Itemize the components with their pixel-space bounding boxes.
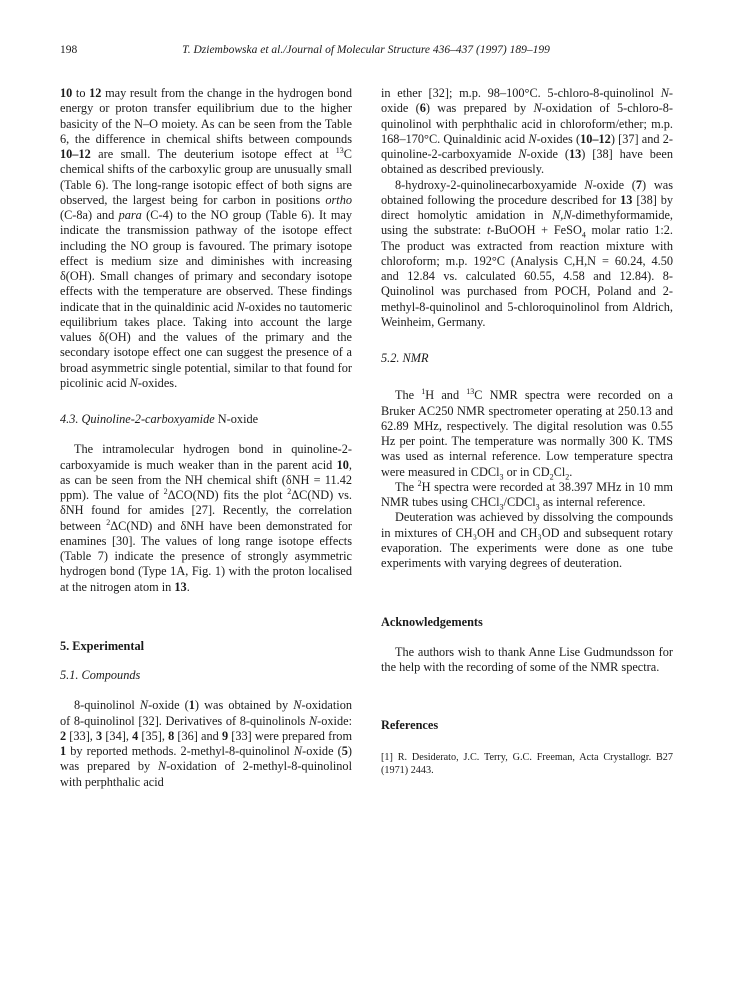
italic-run: N	[308, 713, 318, 728]
reference-1: [1] R. Desiderato, J.C. Terry, G.C. Freeman, Acta Crystallogr. B27 (1971) 2443.	[381, 752, 673, 777]
paragraph-right-4	[381, 480, 673, 511]
text-run: ΔC(ND) and δNH have been demonstrated for enamines [30]. The values of long range isotope effects (Table 7) indicate the presence of strongly asymmetric hydrogen bond (Type 1A, Fig. 1) with the proton localised at the nitrogen atom in	[60, 518, 352, 594]
text-run: molar ratio 1:2. The product was extracted from reaction mixture with chloroform; m.p. 192°C (Analysis C,H,N = 60.24, 4.50 and 12.84 vs. calculated 60.55, 4.58 and 12.84). 8-Quinolinol was purchased from POCH, Poland and 2-methyl-8-quinolinol and 5-chloroquinolinol from Aldrich, Weinheim, Germany.	[381, 223, 673, 329]
compound-ref: 9	[221, 728, 229, 743]
text-run: by reported methods. 2-methyl-8-quinolinol	[66, 744, 294, 758]
compound-ref: 1	[188, 698, 195, 713]
text-run: -oxide (	[526, 147, 569, 161]
compound-ref: 10–12	[60, 147, 91, 161]
text-run: C chemical shifts of the carboxylic group are unusually small (Table 6). The long-range isotopic effect of both signs are observed, the largest being for carbon in positions	[60, 147, 352, 207]
italic-run: N,N	[552, 208, 572, 222]
italic-run: ortho	[325, 192, 352, 207]
text-run: -oxidation of 8-quinolinol [32]. Derivatives of 8-quinolinols	[60, 698, 353, 728]
paragraph-right-3	[381, 388, 673, 480]
text-run: [36] and	[174, 728, 222, 743]
italic-run: N	[533, 101, 542, 116]
text-run: ΔC(ND) vs. δNH found for amides [27]. Recently, the correlation between	[60, 488, 352, 533]
italic-run: N	[528, 131, 537, 146]
text-run: /CDCl	[503, 495, 536, 509]
text-run: ) [37] and 2-quinoline-2-carboxyamide	[381, 131, 673, 161]
compound-ref: 10	[336, 457, 349, 472]
paragraph-right-5: Deuteration was achieved by dissolving the compounds in mixtures of CH₃OH and CH₃OD and subsequent rotary evaporation. The experiments were done as one tube experiments with varying degrees of deuteration.	[381, 510, 673, 570]
text-run: or in CD	[503, 464, 550, 479]
text-run: -oxide (	[302, 744, 342, 758]
page-number: 198	[60, 44, 78, 56]
text-run: The	[395, 388, 422, 403]
superscript: 1	[421, 387, 426, 397]
compound-ref: 4	[132, 728, 139, 743]
text-run: are small. The deuterium isotope effect at	[90, 147, 336, 161]
running-head: T. Dziembowska et al./Journal of Molecular Structure 436–437 (1997) 189–199	[182, 44, 550, 56]
text-run: -BuOOH + FeSO	[490, 223, 582, 238]
subsection-title: Quinoline-2-carboxyamide	[81, 412, 215, 426]
superscript: 2	[417, 478, 422, 488]
text-run: to	[72, 86, 90, 100]
text-run: -oxides.	[137, 375, 178, 390]
italic-run: N	[293, 744, 303, 758]
compound-ref: 8	[168, 728, 175, 743]
text-run: [35],	[138, 728, 169, 743]
text-run: (C-4) to the NO group (Table 6). It may indicate the transmission pathway of the isotope effect including the NO group is favoured. The primary isotope effect is medium size and diminishes with increasing δ(OH). Small changes of primary and secondary isotope effects with the temperature are observed. These findings indicate that in the quinaldinic acid	[60, 208, 352, 314]
italic-run: N	[158, 759, 167, 774]
text-run: ) [38] have been obtained as described previously.	[381, 147, 673, 177]
text-run: ) was prepared by	[425, 101, 534, 116]
superscript: 2	[163, 486, 168, 496]
subscript: 4	[581, 230, 586, 240]
text-run: -oxides (	[536, 131, 581, 146]
compound-ref: 10–12	[580, 131, 611, 146]
text-run: [34],	[102, 728, 133, 743]
superscript: 2	[287, 486, 292, 496]
text-run: (C-8a) and	[60, 208, 119, 222]
subscript: 2	[549, 471, 554, 481]
text-run: .	[569, 464, 573, 479]
italic-run: N	[236, 299, 245, 314]
subsection-title-suffix: N-oxide	[214, 412, 259, 426]
text-run: -oxide:	[317, 713, 352, 728]
text-run: in ether [32]; m.p. 98–100°C. 5-chloro-8-quinolinol	[381, 86, 661, 100]
text-run: -oxide (	[381, 86, 673, 116]
text-run: C NMR spectra were recorded on a Bruker AC250 NMR spectrometer operating at 250.13 and 62.89 MHz, respectively. The digital resolution was 0.55 Hz per point. The temperature was normally 300 K. TMS was used as internal reference. Low temperature spectra were measured in CDCl	[381, 388, 673, 479]
text-run: may result from the change in the hydrogen bond energy or proton transfer equilibrium due to the higher basicity of the N–O moiety. As can be seen from the Table 6, the difference in chemical shifts between compounds	[60, 86, 353, 146]
text-run: -oxidation of 2-methyl-8-quinolinol with perphthalic acid	[60, 759, 352, 789]
text-run: Cl	[553, 464, 566, 479]
compound-ref: 13	[620, 192, 633, 207]
left-column	[60, 86, 352, 790]
italic-run: para	[118, 208, 142, 222]
paragraph-left-1	[60, 86, 352, 391]
subsection-heading-5-2: 5.2. NMR	[381, 351, 429, 365]
compound-ref: 10	[60, 86, 73, 100]
compound-ref: 7	[635, 177, 643, 192]
superscript: 13	[466, 387, 475, 397]
text-run: .	[186, 579, 190, 594]
section-heading-experimental: 5. Experimental	[60, 638, 145, 653]
superscript: 2	[106, 517, 111, 527]
subscript: 3	[499, 471, 504, 481]
compound-ref: 13	[568, 147, 582, 161]
text-run: -oxidation of 5-chloro-8-quinolinol with perphthalic acid in chloroform/ether; m.p. 168–170°C. Quinaldinic acid	[381, 101, 673, 146]
italic-run: N	[584, 177, 593, 192]
text-run: ΔCO(ND) fits the plot	[167, 488, 288, 502]
right-column	[381, 86, 673, 777]
italic-run: N	[660, 86, 669, 100]
text-run: The	[395, 479, 418, 494]
text-run: [38] by direct homolytic amidation in	[381, 192, 673, 222]
subsection-heading-4-3	[60, 412, 352, 427]
paragraph-right-1	[381, 86, 673, 178]
text-run: -dimethyformamide, using the substrate:	[381, 208, 673, 238]
text-run: -oxide (	[592, 177, 636, 192]
compound-ref: 1	[60, 744, 67, 758]
section-heading-acknowledgements: Acknowledgements	[381, 615, 483, 630]
italic-run: N	[518, 147, 527, 161]
text-run: , as can be seen from the NH chemical shift (δNH = 11.42 ppm). The value of	[60, 457, 352, 502]
text-run: 8-quinolinol	[74, 698, 140, 713]
text-run: [33] were prepared from	[228, 728, 353, 743]
compound-ref: 3	[96, 728, 103, 743]
italic-run: N	[129, 375, 138, 390]
paragraph-left-2	[60, 442, 352, 595]
subscript: 3	[535, 502, 540, 512]
acknowledgements-text: The authors wish to thank Anne Lise Gudmundsson for the help with the recording of some of the NMR spectra.	[381, 644, 673, 674]
subsection-number: 4.3.	[60, 412, 82, 426]
italic-run: t	[486, 223, 491, 238]
text-run: 8-hydroxy-2-quinolinecarboxyamide	[395, 177, 585, 192]
italic-run: N	[139, 698, 149, 713]
superscript: 13	[335, 145, 344, 155]
compound-ref: 2	[60, 728, 67, 743]
text-run: ) was obtained by	[194, 698, 294, 713]
text-run: -oxide (	[148, 698, 189, 713]
text-run: ) was prepared by	[60, 744, 352, 774]
compound-ref: 13	[174, 579, 187, 594]
paragraph-left-3	[60, 698, 352, 790]
compound-ref: 5	[341, 744, 348, 758]
subscript: 2	[565, 471, 570, 481]
compound-ref: 6	[419, 101, 426, 116]
paragraph-right-2	[381, 178, 673, 331]
subsection-heading-5-1: 5.1. Compounds	[60, 668, 141, 682]
italic-run: N	[293, 698, 302, 713]
text-run: H and	[425, 388, 467, 403]
section-heading-references: References	[381, 718, 439, 732]
subscript: 3	[499, 502, 504, 512]
text-run: The intramolecular hydrogen bond in quinoline-2-carboxyamide is much weaker than in the parent acid	[60, 442, 352, 472]
text-run: H spectra were recorded at 38.397 MHz in 10 mm NMR tubes using CHCl	[381, 479, 673, 509]
text-run: ) was obtained following the procedure described for	[381, 177, 674, 207]
compound-ref: 12	[89, 86, 102, 100]
text-run: [33],	[66, 728, 97, 743]
text-run: as internal reference.	[539, 495, 646, 509]
page-header	[60, 44, 672, 60]
text-run: -oxides no tautomeric equilibrium takes place. Taking into account the large values δ(OH) and the values of the primary and the secondary isotope effect one can suggest the presence of a broad asymmetric single potential, similar to that found for picolinic acid	[60, 299, 352, 390]
